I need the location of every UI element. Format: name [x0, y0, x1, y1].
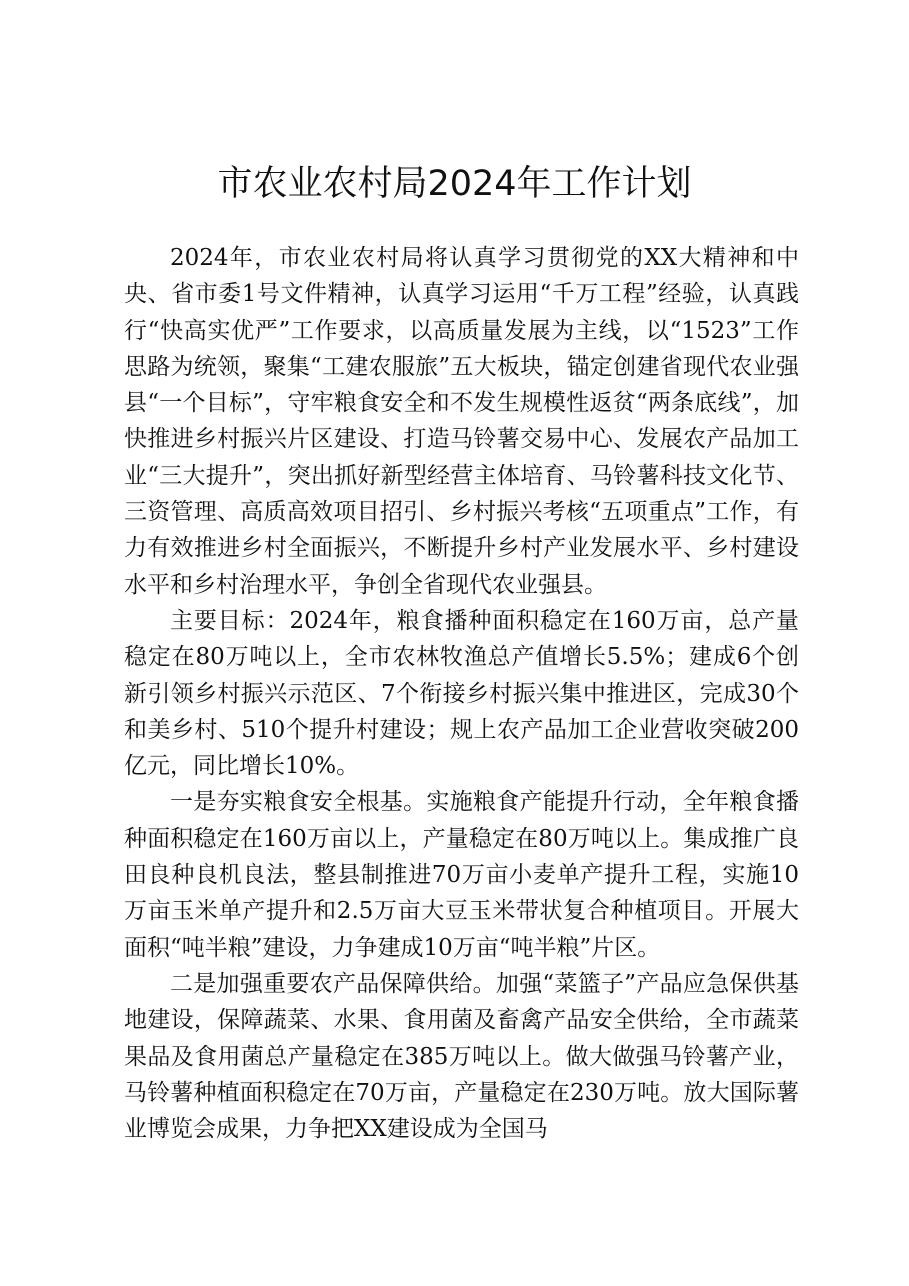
document-body: [124, 240, 799, 1147]
paragraph-grain-security: 一是夯实粮食安全根基。实施粮食产能提升行动，全年粮食播种面积稳定在160万亩以上，产量稳定在80万吨以上。集成推广良田良种良机良法，整县制推进70万亩小麦单产提升工程，实施10万亩玉米单产提升和2.5万亩大豆玉米带状复合种植项目。开展大面积“吨半粮”建设，力争建成10万亩“吨半粮”片区。: [124, 789, 799, 961]
paragraph-agri-supply: 二是加强重要农产品保障供给。加强“菜篮子”产品应急保供基地建设，保障蔬菜、水果、食用菌及畜禽产品安全供给，全市蔬菜果品及食用菌总产量稳定在385万吨以上。做大做强马铃薯产业，马铃薯种植面积稳定在70万亩，产量稳定在230万吨。放大国际薯业博览会成果，力争把XX建设成为全国马: [124, 970, 799, 1143]
paragraph-intro: 2024年，市农业农村局将认真学习贯彻党的XX大精神和中央、省市委1号文件精神，认真学习运用“千万工程”经验，认真践行“快高实优严”工作要求，以高质量发展为主线，以“1523”工作思路为统领，聚集“工建农服旅”五大板块，锚定创建省现代农业强县“一个目标”，守牢粮食安全和不发生规模性返贫“两条底线”，加快推进乡村振兴片区建设、打造马铃薯交易中心、发展农产品加工业“三大提升”，突出抓好新型经营主体培育、马铃薯科技文化节、三资管理、高质高效项目招引、乡村振兴考核“五项重点”工作，有力有效推进乡村全面振兴，不断提升乡村产业发展水平、乡村建设水平和乡村治理水平，争创全省现代农业强县。: [124, 245, 799, 598]
paragraph-main-goals: 主要目标：2024年，粮食播种面积稳定在160万亩，总产量稳定在80万吨以上，全市农林牧渔总产值增长5.5%；建成6个创新引领乡村振兴示范区、7个衔接乡村振兴集中推进区，完成30个和美乡村、510个提升村建设；规上农产品加工企业营收突破200亿元，同比增长10%。: [124, 607, 799, 780]
document-title: 市农业农村局2024年工作计划: [217, 164, 692, 204]
